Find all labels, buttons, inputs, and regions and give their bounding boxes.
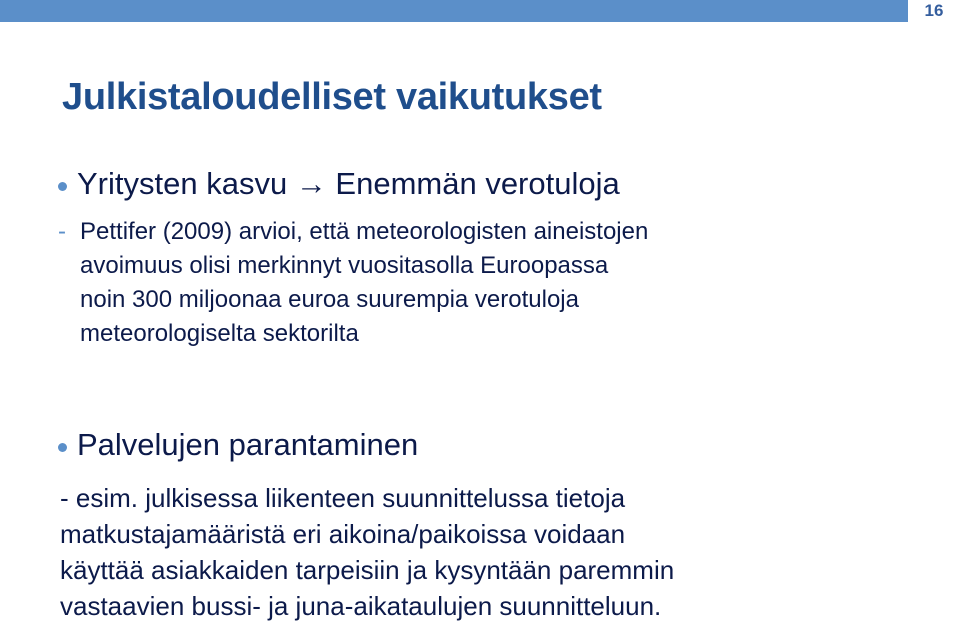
paragraph-line: noin 300 miljoonaa euroa suurempia verotuloja [80, 286, 579, 313]
paragraph-line: käyttää asiakkaiden tarpeisiin ja kysyntään paremmin [60, 555, 675, 585]
bullet-item [58, 166, 620, 202]
paragraph-line: matkustajamääristä eri aikoina/paikoissa voidaan [60, 519, 626, 549]
slide-number: 16 [908, 0, 960, 22]
bullet-text: Palvelujen parantaminen [77, 427, 419, 462]
bullet-text: Yritysten kasvu → Enemmän verotuloja [77, 166, 620, 201]
header-bar [0, 0, 960, 22]
bullet-dot-icon [58, 182, 67, 191]
bullet-dot-icon [58, 443, 67, 452]
paragraph-line: - esim. julkisessa liikenteen suunnittelussa tietoja [60, 483, 626, 513]
sub-bullet-dash: - [58, 218, 66, 245]
bullet-item [58, 427, 418, 463]
paragraph-line: meteorologiselta sektorilta [80, 320, 359, 347]
paragraph-line: avoimuus olisi merkinnyt vuositasolla Euroopassa [80, 252, 609, 279]
paragraph-line: vastaavien bussi- ja juna-aikataulujen suunnitteluun. [60, 591, 662, 621]
paragraph-line: Pettifer (2009) arvioi, että meteorologisten aineistojen [80, 218, 649, 245]
sub-bullet-paragraph [80, 215, 940, 351]
sub-bullet-paragraph [60, 480, 950, 624]
slide-title: Julkistaloudelliset vaikutukset [62, 76, 602, 118]
